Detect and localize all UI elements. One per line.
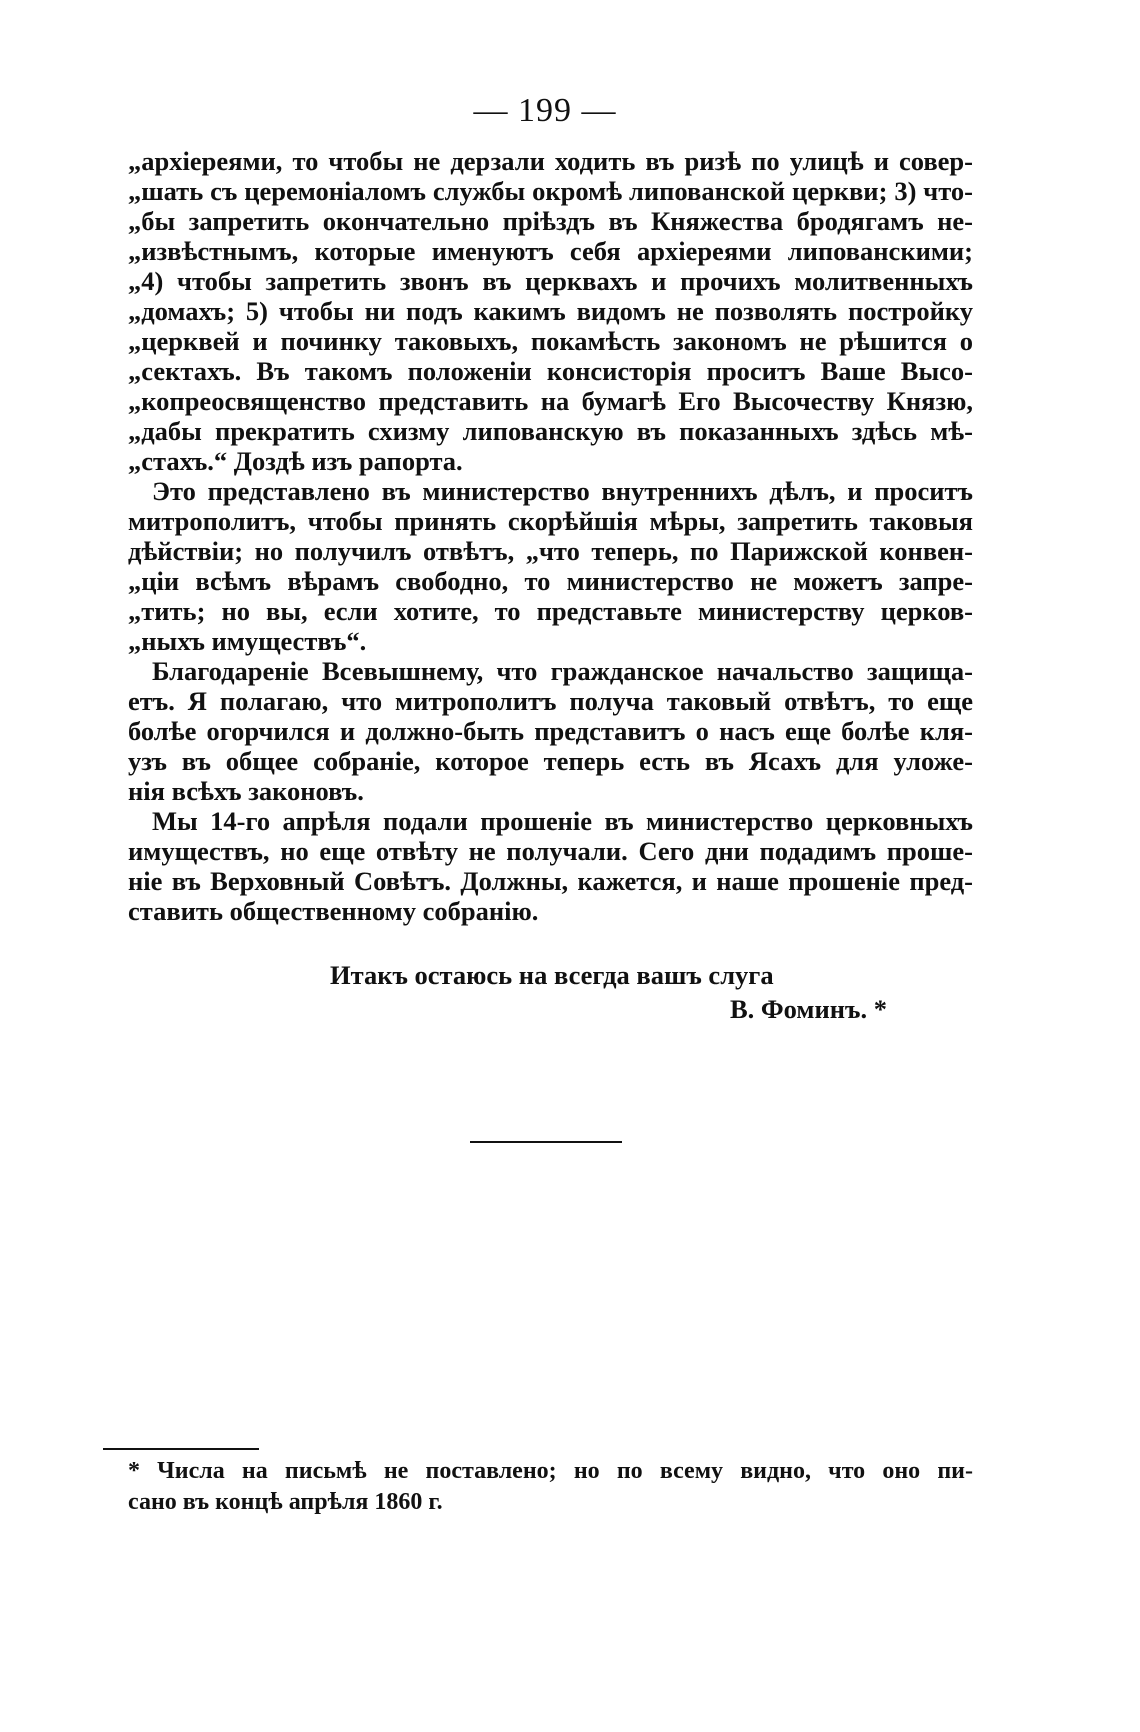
text-line: „шать съ церемоніаломъ службы окромѣ липованской церкви; 3) что-: [128, 176, 973, 206]
text-line: „церквей и починку таковыхъ, покамѣсть закономъ не рѣшится о: [128, 326, 973, 356]
page-number: — 199 —: [473, 92, 617, 129]
signature-name: В. Фоминъ.: [730, 994, 868, 1024]
text-line: етъ. Я полагаю, что митрополитъ получа таковый отвѣтъ, то еще: [128, 686, 973, 716]
text-line: „тить; но вы, если хотите, то представьте министерству церков-: [128, 596, 973, 626]
text-line: ніе въ Верховный Совѣтъ. Должны, кажется, и наше прошеніе пред-: [128, 866, 973, 896]
text-line: нія всѣхъ законовъ.: [128, 776, 364, 806]
text-line: „бы запретить окончательно пріѣздъ въ Княжества бродягамъ не-: [128, 206, 973, 236]
footnote-line: сано въ концѣ апрѣля 1860 г.: [128, 1489, 443, 1515]
text-line: „копреосвященство представить на бумагѣ Его Высочеству Князю,: [128, 386, 973, 416]
text-line: ставить общественному собранію.: [128, 896, 539, 926]
text-line: митрополитъ, чтобы принять скорѣйшія мѣры, запретить таковыя: [128, 506, 973, 536]
text-line: имуществъ, но еще отвѣту не получали. Сего дни подадимъ проше-: [128, 836, 973, 866]
text-line: Благодареніе Всевышнему, что гражданское начальство защища-: [152, 656, 973, 686]
text-line: „ныхъ имуществъ“.: [128, 626, 367, 656]
signature: [730, 994, 887, 1025]
text-line: узъ въ общее собраніе, которое теперь есть въ Ясахъ для уложе-: [128, 746, 973, 776]
footnote-rule: [103, 1448, 259, 1450]
text-line: „4) чтобы запретить звонъ въ церквахъ и прочихъ молитвенныхъ: [128, 266, 973, 296]
text-line: Мы 14-го апрѣля подали прошеніе въ министерство церковныхъ: [152, 806, 973, 836]
closing-line: Итакъ остаюсь на всегда вашъ слуга: [330, 960, 774, 990]
section-divider: [470, 1141, 622, 1143]
text-line: „домахъ; 5) чтобы ни подъ какимъ видомъ не позволять постройку: [128, 296, 973, 326]
text-line: дѣйствіи; но получилъ отвѣтъ, „что теперь, по Парижской конвен-: [128, 536, 973, 566]
footnote-line: * Числа на письмѣ не поставлено; но по всему видно, что оно пи-: [128, 1458, 973, 1484]
text-line: „архіереями, то чтобы не дерзали ходить въ ризѣ по улицѣ и совер-: [128, 146, 973, 176]
text-line: болѣе огорчился и должно-быть представитъ о насъ еще болѣе кля-: [128, 716, 973, 746]
text-line: „стахъ.“ Доздѣ изъ рапорта.: [128, 446, 463, 476]
text-line: „извѣстнымъ, которые именуютъ себя архіереями липованскими;: [128, 236, 973, 266]
text-line: „сектахъ. Въ такомъ положеніи консисторія проситъ Ваше Высо-: [128, 356, 973, 386]
text-line: „ціи всѣмъ вѣрамъ свободно, то министерство не можетъ запре-: [128, 566, 973, 596]
text-line: Это представлено въ министерство внутреннихъ дѣлъ, и проситъ: [152, 476, 973, 506]
signature-asterisk: *: [873, 994, 887, 1024]
text-line: „дабы прекратить схизму липованскую въ показанныхъ здѣсь мѣ-: [128, 416, 973, 446]
